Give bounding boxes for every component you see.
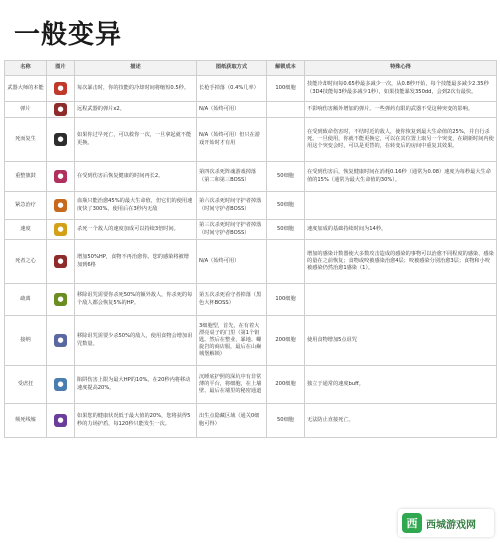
unlock-cost: 50细胞 [267,162,305,192]
table-row [5,366,497,404]
mutation-name: 受虐狂 [5,366,47,404]
mutation-description: 移除诅咒需要少杀50%的敌人，使用食物会增加诅咒数量。 [75,316,197,366]
blueprint-source: N/A（始终可用）但只在游戏开始时才有用 [197,118,267,162]
mutation-name: 死者之心 [5,240,47,284]
sword-icon: ● [54,82,67,95]
table-row [5,118,497,162]
blueprint-source: 沉睡底护照的深坑中有非常薄的平台，将细胞，在上墙壁、最后在墙里的秘密通道 [197,366,267,404]
special-notes: 无法防止直接死亡。 [305,404,497,438]
mutation-name: 弹片 [5,102,47,118]
blueprint-source: 第六次杀死时间守护者掉落（时间守护者BOSS） [197,192,267,220]
mutation-image [47,162,75,192]
unlock-cost: 200细胞 [267,366,305,404]
mutation-image [47,240,75,284]
special-notes: 不影响伤害额外增加的弹片。一些弹药有限的武器不受这种突变的影响。 [305,102,497,118]
blueprint-source: 第三次杀死时间守护者掉落（时间守护者BOSS） [197,220,267,240]
column-header: 图纸获取方式 [197,61,267,76]
mutation-image [47,192,75,220]
mutation-table [4,60,497,438]
face-icon: ● [54,293,67,306]
site-name: 西城游戏网 [426,519,476,531]
special-notes: 在受到伤害后，恢复健康时间在消耗0.16秒（通常为0.08）速度为每秒最大生命值的15%（通常为最大生命值的30%）。 [305,162,497,192]
table-row [5,284,497,316]
column-header: 描述 [75,61,197,76]
mutation-image [47,404,75,438]
mutation-image [47,284,75,316]
special-notes: 使用食物增加5点诅咒 [305,316,497,366]
mutation-description: 如果你过早死亡，可以救你一次，一旦拿起就不能更换。 [75,118,197,162]
site-watermark [398,509,494,537]
mutation-name: 武器大师的本能 [5,76,47,102]
mutation-name: 频死线墟 [5,404,47,438]
unlock-cost [267,118,305,162]
blueprint-source: N/A（始终可用） [197,102,267,118]
blueprint-source: 出生点隐藏区域（通关0细胞可得） [197,404,267,438]
column-header: 解锁成本 [267,61,305,76]
table-row [5,162,497,192]
mutation-image [47,366,75,404]
mutation-description: 每次暴击时，你的技能的冷却时间将缩短0.5秒。 [75,76,197,102]
potion-icon: ● [54,199,67,212]
special-notes: 增加的感染计数器使大多数攻击造成的感染的事物可以治愈不同程度的感染，感染的量在之前恢复；食物或咬被感染治愈4层；咬被感染分别治愈3层；食物和小咬被感染仍然治愈1感染（1）。 [305,240,497,284]
table-row [5,220,497,240]
unlock-cost: 200细胞 [267,316,305,366]
mutation-name: 速度 [5,220,47,240]
table-row [5,404,497,438]
mutation-name: 紧急治疗 [5,192,47,220]
mutation-image [47,118,75,162]
special-notes: 在受到致命伤害时，不结时近的敌人，使你恢复到最大生命值的25%，并自行杀死。一旦使用，你就不能更换它，可以在其位置上取另一个突变，在刷新时间内使用这个突变会时，可以是更替的，在转变后的房间中重复其效果。 [305,118,497,162]
mutation-name: 死而复生 [5,118,47,162]
mask-icon: ● [54,334,67,347]
mutation-description: 移除诅咒需要你杀死50%的额外敌人，你杀死的每个敌人都会恢复5%的HP。 [75,284,197,316]
mutation-description: 远程武器的弹片x2。 [75,102,197,118]
mutation-image [47,316,75,366]
mutation-name: 疏离 [5,284,47,316]
special-notes [305,284,497,316]
mutation-description: 如果您的健康状况低于最大值的20%，您将获得5秒的力场护盾，每120秒只能发生一次。 [75,404,197,438]
mutation-name: 接纳 [5,316,47,366]
unlock-cost: 100细胞 [267,76,305,102]
blueprint-source: N/A（始终可用） [197,240,267,284]
special-notes: 速度加成的基础持续时间为14秒。 [305,220,497,240]
blueprint-source: 第四次杀死阵魂游戏掉落（第二和第三BOSS） [197,162,267,192]
mutation-description: 陷阱伤害上限为最大HP的10%。在20秒内将移动速度提高20%。 [75,366,197,404]
mutation-name: 重整旗鼓 [5,162,47,192]
column-header: 特殊心得 [305,61,497,76]
mutation-image [47,76,75,102]
blueprint-source: 长枪手掉落（0.4%几率） [197,76,267,102]
table-row [5,76,497,102]
unlock-cost [267,102,305,118]
special-notes: 独立于通常的速度buff。 [305,366,497,404]
table-header-row [5,61,497,76]
heart-icon: ● [54,170,67,183]
table-row [5,316,497,366]
unlock-cost: 50细胞 [267,404,305,438]
special-notes [305,192,497,220]
page-title: 一般变异 [14,20,123,50]
mutation-image [47,220,75,240]
blueprint-source: 第五次杀死看守者掉落（黑色大杯BOSS） [197,284,267,316]
unlock-cost: 50细胞 [267,220,305,240]
table-row [5,192,497,220]
unlock-cost: 100细胞 [267,284,305,316]
blueprint-source: 3细胞型，首先，在有着大漂亮桌子的门里（第1个钥匙。然后在整业、暴地、螺旋岩的商店服，最后在山巅城堡解锁） [197,316,267,366]
column-header: 图片 [47,61,75,76]
unlock-cost: 50细胞 [267,192,305,220]
special-notes: 技能冷却时间每0.65秒最多减少一次，从0.8秒开始，每个技能最多减少2.35秒（3D4技能每3秒最多减少1秒），如果技能暴发350dd，会到2次有最快。 [305,76,497,102]
site-logo-icon: 西 [402,513,422,533]
table-row [5,240,497,284]
shrapnel-icon: ● [54,103,67,116]
orb-icon: ● [54,414,67,427]
table-row [5,102,497,118]
mutation-description: 在受到伤害后恢复健康的时间再长2。 [75,162,197,192]
column-header: 名称 [5,61,47,76]
mutation-description: 杀死一个敌人的速度加成可以持续3倍时间。 [75,220,197,240]
ghost-icon: ● [54,378,67,391]
dead-heart-icon: ● [54,255,67,268]
mutation-description: 血瓶只能治愈45%的最大生命值，但它们的使用速度快了300%，使用后在3秒内无敌 [75,192,197,220]
mutation-description: 增加50%HP，食物不再治愈你。您的感染将被增加到6格 [75,240,197,284]
unlock-cost [267,240,305,284]
speed-icon: ● [54,223,67,236]
skull-icon: ● [54,133,67,146]
mutation-image [47,102,75,118]
